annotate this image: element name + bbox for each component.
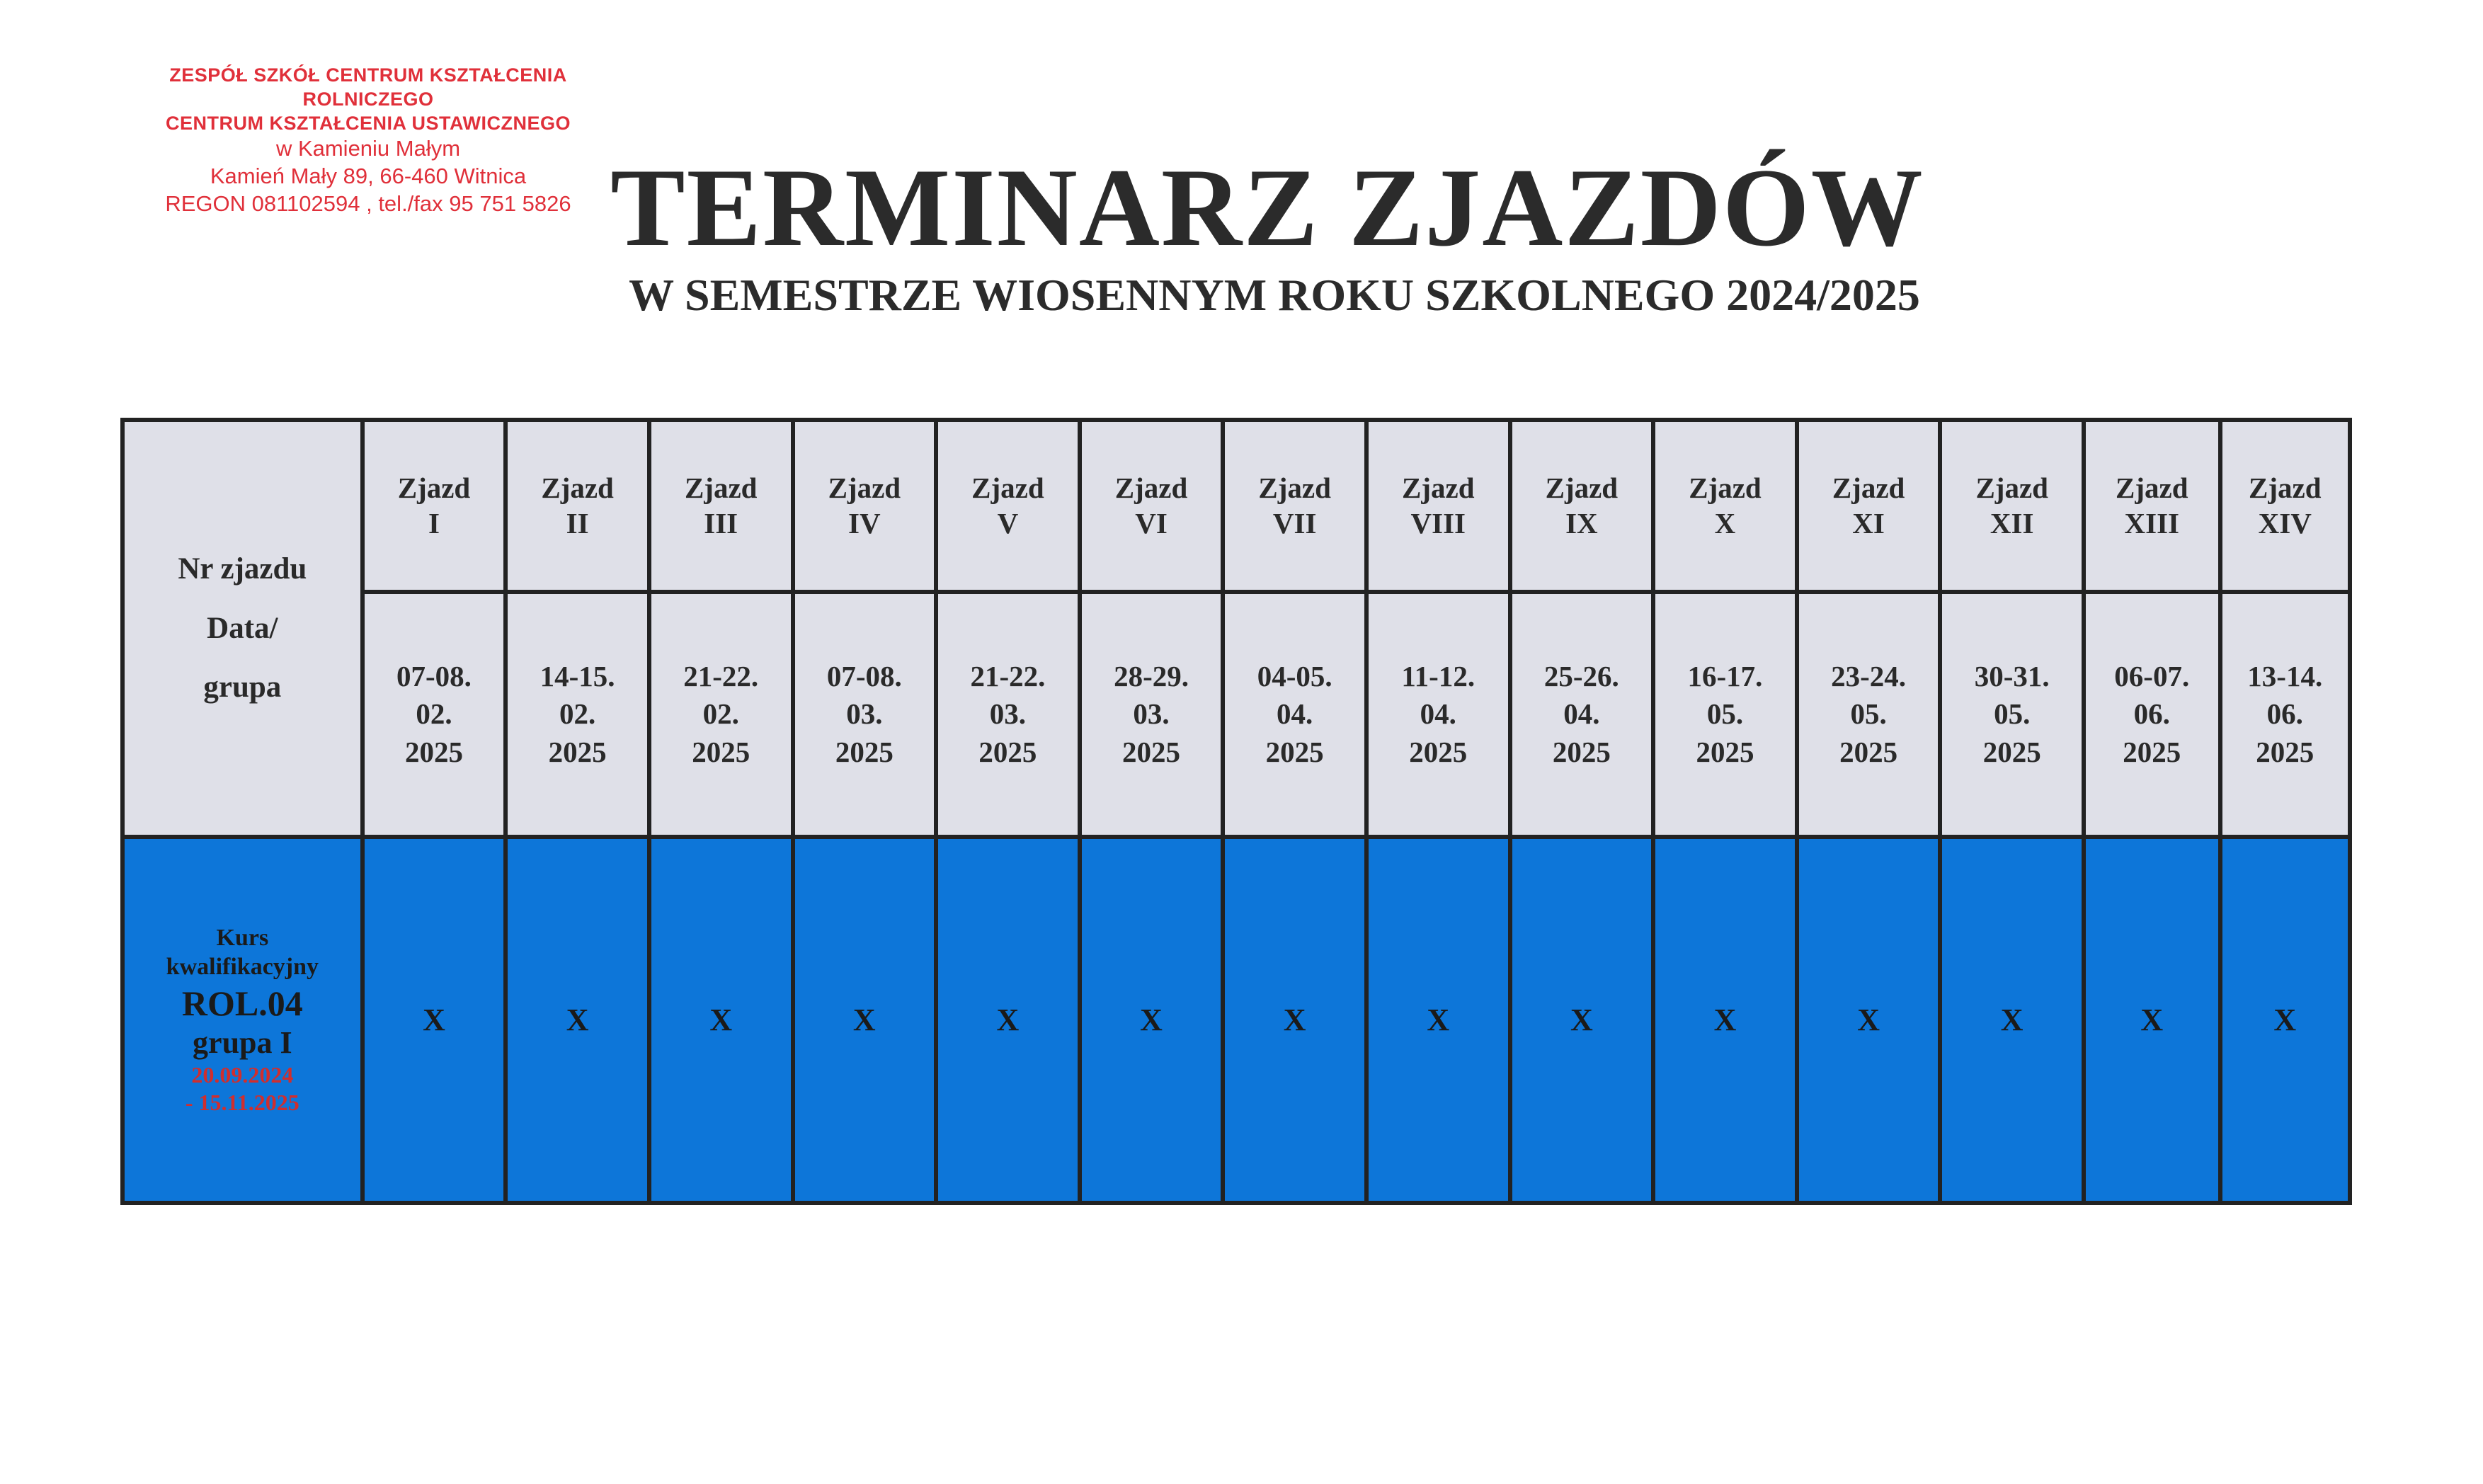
- date-days: 14-15.: [540, 660, 615, 693]
- session-header-cell: [2220, 420, 2350, 592]
- session-number: XIV: [2258, 506, 2312, 540]
- session-header-cell: [1653, 420, 1797, 592]
- session-header-cell: [1080, 420, 1223, 592]
- session-label: Zjazd: [2249, 472, 2322, 505]
- group-course-type: Kurs: [216, 924, 269, 951]
- date-year: 2025: [692, 735, 750, 768]
- date-days: 23-24.: [1831, 660, 1907, 693]
- attendance-mark: X: [1940, 837, 2084, 1203]
- attendance-mark: X: [936, 837, 1080, 1203]
- session-date-cell: [793, 592, 937, 837]
- session-label: Zjazd: [2116, 472, 2188, 505]
- date-year: 2025: [1839, 735, 1898, 768]
- group-period-end: - 15.11.2025: [185, 1089, 299, 1115]
- session-label: Zjazd: [1975, 472, 2048, 505]
- stamp-line-regon: REGON 081102594 , tel./fax 95 751 5826: [165, 190, 571, 216]
- corner-header-cell: [122, 420, 363, 837]
- session-number-row: [122, 420, 2350, 592]
- date-year: 2025: [1696, 735, 1754, 768]
- session-label: Zjazd: [1832, 472, 1905, 505]
- group-row: [122, 837, 2350, 1203]
- date-month: 05.: [1994, 697, 2031, 731]
- stamp-line-school: ZESPÓŁ SZKÓŁ CENTRUM KSZTAŁCENIA ROLNICZEGO: [169, 64, 567, 110]
- date-month: 06.: [2133, 697, 2170, 731]
- session-date-cell: [1797, 592, 1941, 837]
- date-year: 2025: [835, 735, 894, 768]
- session-date-row: [122, 592, 2350, 837]
- corner-label-group: grupa: [203, 670, 282, 704]
- date-days: 06-07.: [2114, 660, 2190, 693]
- date-days: 28-29.: [1114, 660, 1189, 693]
- date-month: 05.: [1706, 697, 1744, 731]
- session-number: I: [428, 506, 440, 540]
- date-year: 2025: [1409, 735, 1468, 768]
- date-days: 04-05.: [1257, 660, 1332, 693]
- session-number: IV: [848, 506, 881, 540]
- session-header-cell: [363, 420, 506, 592]
- session-header-cell: [2084, 420, 2220, 592]
- schedule-table: [120, 418, 2352, 1205]
- session-header-cell: [1366, 420, 1510, 592]
- session-date-cell: [1080, 592, 1223, 837]
- session-date-cell: [936, 592, 1080, 837]
- date-month: 05.: [1850, 697, 1887, 731]
- session-label: Zjazd: [1258, 472, 1331, 505]
- page-subtitle: W SEMESTRZE WIOSENNYM ROKU SZKOLNEGO 2024/2025: [629, 270, 1920, 320]
- date-year: 2025: [1122, 735, 1181, 768]
- session-header-cell: [1940, 420, 2084, 592]
- date-year: 2025: [404, 735, 463, 768]
- date-month: 04.: [1563, 697, 1600, 731]
- session-number: III: [704, 506, 738, 540]
- attendance-mark: X: [1223, 837, 1366, 1203]
- session-date-cell: [506, 592, 649, 837]
- session-number: II: [566, 506, 589, 540]
- attendance-mark: X: [2220, 837, 2350, 1203]
- group-name: grupa I: [193, 1024, 292, 1060]
- date-year: 2025: [2256, 735, 2314, 768]
- session-number: V: [997, 506, 1019, 540]
- attendance-mark: X: [1366, 837, 1510, 1203]
- date-days: 21-22.: [970, 660, 1046, 693]
- session-number: VII: [1272, 506, 1317, 540]
- session-label: Zjazd: [828, 472, 901, 505]
- session-label: Zjazd: [971, 472, 1044, 505]
- date-month: 04.: [1277, 697, 1313, 731]
- stamp-line-address: Kamień Mały 89, 66-460 Witnica: [210, 164, 527, 188]
- attendance-mark: X: [1080, 837, 1223, 1203]
- date-days: 30-31.: [1974, 660, 2050, 693]
- date-days: 07-08.: [396, 660, 472, 693]
- session-label: Zjazd: [1545, 472, 1619, 505]
- date-days: 13-14.: [2247, 660, 2323, 693]
- date-days: 16-17.: [1687, 660, 1763, 693]
- session-header-cell: [649, 420, 793, 592]
- date-month: 03.: [1133, 697, 1170, 731]
- session-date-cell: [1653, 592, 1797, 837]
- group-course-kind: kwalifikacyjny: [166, 953, 319, 980]
- session-date-cell: [1510, 592, 1654, 837]
- group-label-cell: [122, 837, 363, 1203]
- session-header-cell: [506, 420, 649, 592]
- page-title: TERMINARZ ZJAZDÓW: [610, 146, 1924, 270]
- date-month: 02.: [559, 697, 596, 731]
- date-days: 21-22.: [683, 660, 759, 693]
- session-date-cell: [1223, 592, 1366, 837]
- session-label: Zjazd: [1402, 472, 1475, 505]
- session-date-cell: [2220, 592, 2350, 837]
- date-year: 2025: [548, 735, 607, 768]
- date-month: 02.: [416, 697, 452, 731]
- session-label: Zjazd: [541, 472, 614, 505]
- date-days: 11-12.: [1401, 660, 1475, 693]
- date-year: 2025: [1265, 735, 1324, 768]
- date-year: 2025: [2123, 735, 2181, 768]
- group-qualification-code: ROL.04: [181, 983, 303, 1023]
- session-number: XII: [1990, 506, 2034, 540]
- date-year: 2025: [978, 735, 1037, 768]
- session-header-cell: [793, 420, 937, 592]
- corner-label-nr: Nr zjazdu: [178, 552, 307, 586]
- date-year: 2025: [1982, 735, 2041, 768]
- session-date-cell: [363, 592, 506, 837]
- date-days: 25-26.: [1543, 660, 1619, 693]
- date-month: 03.: [846, 697, 883, 731]
- session-label: Zjazd: [684, 472, 758, 505]
- session-header-cell: [1510, 420, 1654, 592]
- session-header-cell: [936, 420, 1080, 592]
- stamp-line-location: w Kamieniu Małym: [275, 136, 461, 161]
- session-date-cell: [1940, 592, 2084, 837]
- session-number: VIII: [1410, 506, 1466, 540]
- date-month: 06.: [2266, 697, 2303, 731]
- attendance-mark: X: [2084, 837, 2220, 1203]
- date-year: 2025: [1552, 735, 1611, 768]
- session-header-cell: [1223, 420, 1366, 592]
- attendance-mark: X: [1653, 837, 1797, 1203]
- attendance-mark: X: [793, 837, 937, 1203]
- session-number: X: [1714, 506, 1736, 540]
- group-period-start: 20.09.2024: [191, 1062, 294, 1088]
- session-number: VI: [1135, 506, 1168, 540]
- session-date-cell: [2084, 592, 2220, 837]
- date-days: 07-08.: [826, 660, 902, 693]
- corner-label-date: Data/: [207, 611, 278, 645]
- date-month: 03.: [989, 697, 1027, 731]
- session-header-cell: [1797, 420, 1941, 592]
- date-month: 02.: [702, 697, 739, 731]
- session-label: Zjazd: [1114, 472, 1188, 505]
- school-stamp: [113, 64, 623, 218]
- session-label: Zjazd: [397, 472, 471, 505]
- attendance-mark: X: [363, 837, 506, 1203]
- attendance-mark: X: [649, 837, 793, 1203]
- session-date-cell: [1366, 592, 1510, 837]
- session-label: Zjazd: [1689, 472, 1762, 505]
- session-number: XI: [1852, 506, 1885, 540]
- session-date-cell: [649, 592, 793, 837]
- date-month: 04.: [1420, 697, 1456, 731]
- session-number: IX: [1565, 506, 1598, 540]
- stamp-line-center: CENTRUM KSZTAŁCENIA USTAWICZNEGO: [166, 112, 571, 134]
- attendance-mark: X: [1510, 837, 1654, 1203]
- session-number: XIII: [2124, 506, 2179, 540]
- attendance-mark: X: [506, 837, 649, 1203]
- attendance-mark: X: [1797, 837, 1941, 1203]
